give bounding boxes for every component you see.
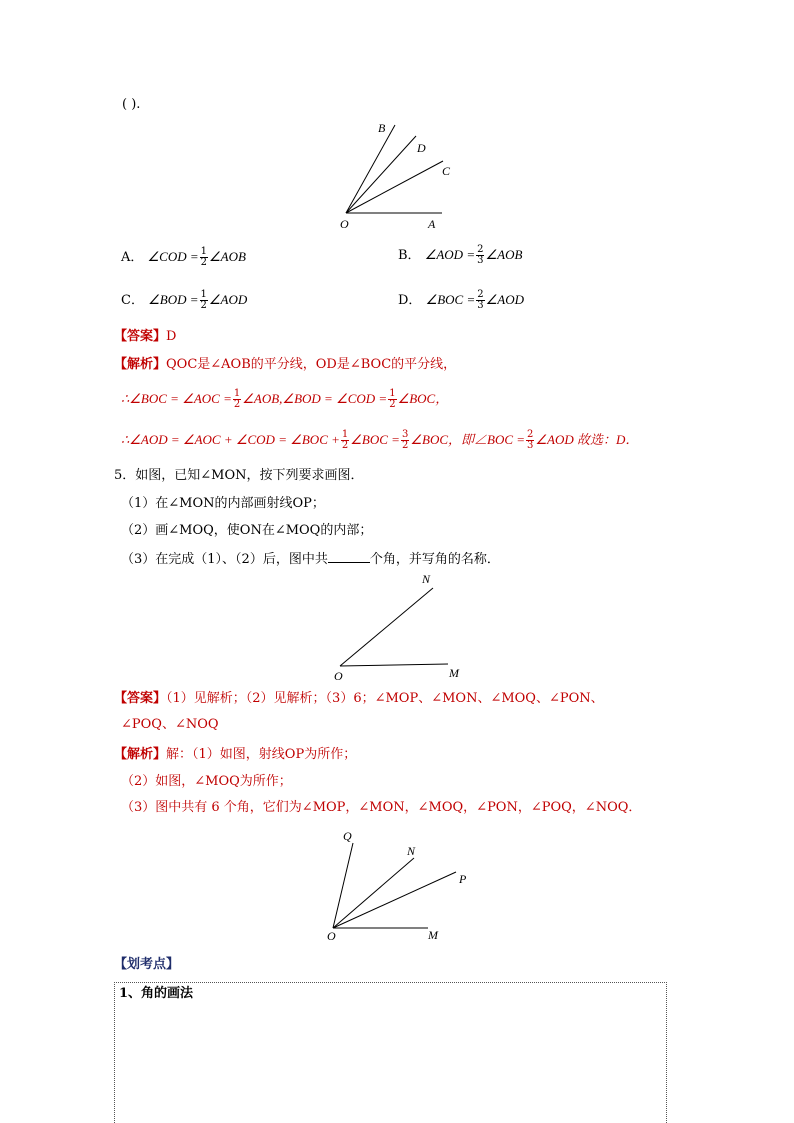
label-n: N [422, 572, 431, 586]
ray-oq [333, 843, 353, 928]
q4-analysis-line2: ∴∠BOC = ∠AOC = $\frac{1}{2}$ ∠AOB,∠BOD = ∠COD = $\frac{1}{2}$ ∠BOC， [121, 388, 449, 410]
q5-stem: 5．如图，已知∠MON，按下列要求画图． [114, 468, 364, 483]
option-c: C． ∠BOD = $\frac{1}{2}$ ∠AOD [121, 289, 248, 311]
ray-on [340, 588, 433, 666]
q4-stem-tail: ( ). [122, 97, 141, 112]
q5-req2: （2）画∠MOQ，使ON在∠MOQ的内部； [121, 523, 373, 538]
q5-req1: （1）在∠MON的内部画射线OP； [121, 496, 325, 511]
label-d: D [417, 141, 426, 155]
q5-answer-line1: 【答案】（1）见解析；（2）见解析；（3）6；∠MOP、∠MON、∠MOQ、∠PON、 [114, 691, 604, 706]
q4-angle-figure [330, 118, 450, 233]
label-q: Q [343, 829, 352, 843]
q4-answer: 【答案】D [114, 329, 177, 344]
ray-od [346, 136, 416, 213]
q5-req3: （3）在完成（1）、（2）后，图中共 个角，并写角的名称． [121, 552, 500, 567]
q5-answer-line2: ∠POQ、∠NOQ [121, 717, 219, 732]
label-m: M [428, 928, 438, 942]
q5-analysis-line1: 【解析】解：（1）如图，射线OP为所作； [114, 747, 357, 762]
label-c: C [442, 164, 451, 178]
label-o: O [327, 929, 336, 943]
label-o: O [340, 217, 349, 231]
key-points-box [114, 982, 667, 1123]
q5-solution-figure [320, 824, 470, 944]
label-p: P [459, 872, 467, 886]
label-b: B [378, 121, 386, 135]
q5-angle-figure [330, 574, 470, 684]
option-d: D． ∠BOC = $\frac{2}{3}$ ∠AOD [398, 289, 525, 311]
ray-op [333, 872, 456, 928]
q5-analysis-line2: （2）如图，∠MOQ为所作； [121, 774, 292, 789]
label-n: N [407, 844, 416, 858]
q4-analysis-line3: ∴∠AOD = ∠AOC + ∠COD = ∠BOC + $\frac{1}{2}$ ∠BOC = $\frac{3}{2}$ ∠BOC，即∠BOC = $\frac{2}{3}$ ∠AOD 故选：D． [121, 429, 639, 451]
ray-om [340, 664, 448, 666]
answer-blank[interactable] [328, 550, 370, 563]
option-b: B． ∠AOD = $\frac{2}{3}$ ∠AOB [398, 244, 523, 266]
ray-on [333, 858, 414, 928]
key-point-item-1: 1、角的画法 [119, 986, 194, 1001]
q4-analysis-line1: 【解析】QOC是∠AOB的平分线，OD是∠BOC的平分线， [114, 357, 457, 372]
label-o: O [334, 669, 343, 683]
q5-analysis-line3: （3）图中共有 6 个角，它们为∠MOP，∠MON，∠MOQ，∠PON，∠POQ，∠NOQ． [121, 800, 642, 815]
label-m: M [449, 666, 459, 680]
label-a: A [428, 217, 436, 231]
key-points-header: 【划考点】 [114, 957, 180, 972]
option-a: A． ∠COD = $\frac{1}{2}$ ∠AOB [121, 246, 246, 268]
